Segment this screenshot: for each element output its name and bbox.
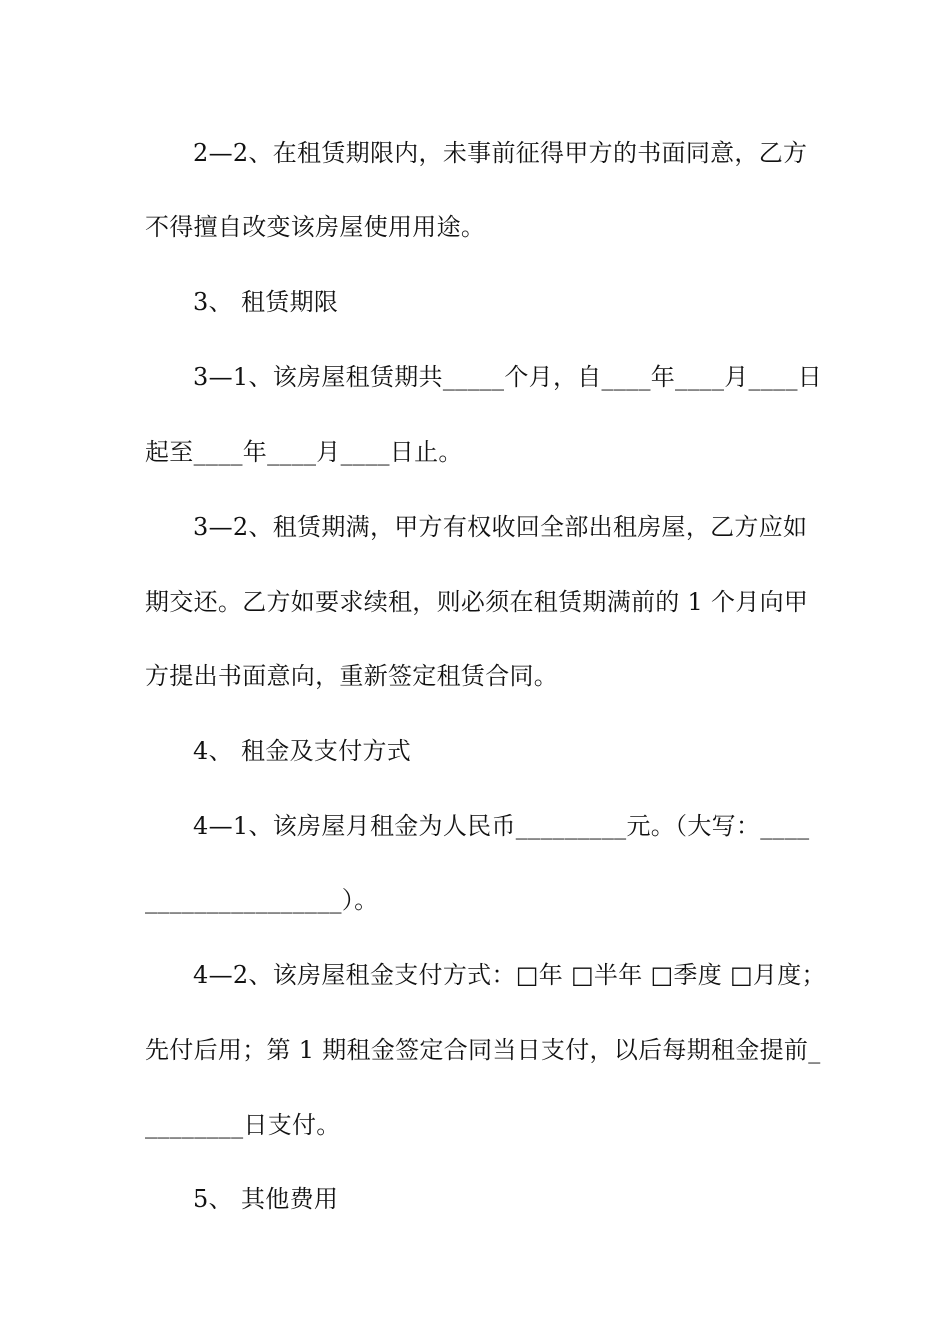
section-5-heading [193,1183,863,1215]
clause-3-1-line-2: 起至____年____月____日止。 [145,438,463,466]
clause-4-2-line-2: 先付后用；第 1 期租金签定合同当日支付，以后每期租金提前_ [145,1036,821,1064]
clause-4-2-line-1: 4—2、该房屋租金支付方式：□年 □半年 □季度 □月度； [193,961,826,989]
clause-3-1-line-1: 3—1、该房屋租赁期共_____个月，自____年____月____日 [193,363,823,391]
clause-2-2-line-1: 2—2、在租赁期限内，未事前征得甲方的书面同意，乙方 [193,139,808,167]
section-3-heading [193,286,863,318]
clause-4-1-line-1: 4—1、该房屋月租金为人民币_________元。（大写：____ [193,812,810,840]
clause-2-2-line-2: 不得擅自改变该房屋使用用途。 [145,213,486,241]
section-4-heading [193,735,863,767]
section-5-title: 其他费用 [241,1185,339,1213]
section-4-title: 租金及支付方式 [241,737,412,765]
clause-4-2-line-3: ________日支付。 [145,1111,341,1139]
section-3-title: 租赁期限 [241,288,339,316]
section-4-number: 4、 [193,737,233,765]
section-3-number: 3、 [193,288,233,316]
clause-3-2-line-1: 3—2、租赁期满，甲方有权收回全部出租房屋，乙方应如 [193,513,808,541]
clause-3-2-line-3: 方提出书面意向，重新签定租赁合同。 [145,662,559,690]
clause-3-2-line-2: 期交还。乙方如要求续租，则必须在租赁期满前的 1 个月向甲 [145,588,809,616]
clause-4-1-line-2: ________________）。 [145,886,379,914]
section-5-number: 5、 [193,1185,233,1213]
